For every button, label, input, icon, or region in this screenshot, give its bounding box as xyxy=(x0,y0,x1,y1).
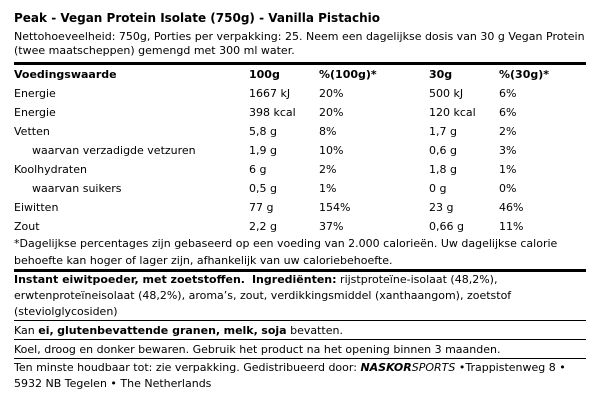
divider xyxy=(14,358,586,359)
allergen-egg: ei, xyxy=(38,324,54,337)
pct-30g: 3% xyxy=(499,144,517,157)
value-100g: 2,2 g xyxy=(249,220,277,233)
table-row xyxy=(14,141,586,160)
footer-address: •Trappistenweg 8 • xyxy=(458,361,566,374)
footer-line-2: 5932 NB Tegelen • The Netherlands xyxy=(14,377,212,390)
pct-100g: 20% xyxy=(319,87,344,100)
header-pct-100g: %(100g)* xyxy=(319,68,377,81)
pct-100g: 20% xyxy=(319,106,344,119)
nutrition-table xyxy=(14,65,586,235)
footer-text: Ten minste houdbaar tot: zie verpakking. Gedistribueerd door: xyxy=(14,361,357,374)
allergen-gluten: glutenbevattende granen, xyxy=(57,324,221,337)
divider xyxy=(14,339,586,340)
row-label: Eiwitten xyxy=(14,201,59,214)
product-description: Instant eiwitpoeder, met zoetstoffen. xyxy=(14,273,245,286)
table-row xyxy=(14,160,586,179)
pct-100g: 154% xyxy=(319,201,351,214)
product-title: Peak - Vegan Protein Isolate (750g) - Vanilla Pistachio xyxy=(14,11,381,25)
value-30g: 0 g xyxy=(429,182,447,195)
pct-100g: 8% xyxy=(319,125,337,138)
value-30g: 1,7 g xyxy=(429,125,457,138)
value-100g: 1,9 g xyxy=(249,144,277,157)
pct-100g: 1% xyxy=(319,182,337,195)
pct-30g: 2% xyxy=(499,125,517,138)
value-100g: 6 g xyxy=(249,163,267,176)
value-100g: 5,8 g xyxy=(249,125,277,138)
pct-30g: 1% xyxy=(499,163,517,176)
pct-30g: 46% xyxy=(499,201,524,214)
pct-100g: 10% xyxy=(319,144,344,157)
ingredients-label: Ingrediënten: xyxy=(251,273,337,286)
value-100g: 0,5 g xyxy=(249,182,277,195)
pct-30g: 6% xyxy=(499,87,517,100)
pct-30g: 6% xyxy=(499,106,517,119)
table-row xyxy=(14,198,586,217)
intro-text: Nettohoeveelheid: 750g, Porties per verpakking: 25. Neem een dagelijkse dosis van 30 g Vegan Protein (twee maatscheppen) gemengd met 300 ml water. xyxy=(14,30,585,57)
table-row xyxy=(14,122,586,141)
pct-100g: 37% xyxy=(319,220,344,233)
table-row xyxy=(14,84,586,103)
value-30g: 120 kcal xyxy=(429,106,476,119)
value-100g: 1667 kJ xyxy=(249,87,291,100)
footer-line-1 xyxy=(14,360,586,376)
footer-distributor xyxy=(14,360,586,392)
value-30g: 0,66 g xyxy=(429,220,464,233)
value-30g: 0,6 g xyxy=(429,144,457,157)
row-label: Vetten xyxy=(14,125,50,138)
ingredients-list: rijstproteïne-isolaat (48,2%), erwtenproteïneisolaat (48,2%), aroma’s, zout, verdikkingsmiddel (xanthaangom), zoetstof (steviolglycosiden) xyxy=(14,273,512,318)
brand-name-bold: NASKOR xyxy=(360,361,412,374)
header-100g: 100g xyxy=(249,68,280,81)
allergen-suffix: bevatten. xyxy=(290,324,343,337)
storage-instructions: Koel, droog en donker bewaren. Gebruik het product na het opening binnen 3 maanden. xyxy=(14,343,501,356)
value-30g: 23 g xyxy=(429,201,454,214)
table-row xyxy=(14,217,586,236)
row-label: waarvan verzadigde vetzuren xyxy=(32,144,196,157)
row-label: Energie xyxy=(14,87,56,100)
row-label: waarvan suikers xyxy=(32,182,122,195)
allergen-soy: soja xyxy=(261,324,287,337)
daily-value-note: *Dagelijkse percentages zijn gebaseerd op een voeding van 2.000 calorieën. Uw dagelijkse calorie behoefte kan hoger of lager zijn, afhankelijk van uw caloriebehoefte. xyxy=(14,237,558,267)
divider xyxy=(14,320,586,321)
value-100g: 398 kcal xyxy=(249,106,296,119)
row-label: Koolhydraten xyxy=(14,163,87,176)
table-header-row xyxy=(14,65,586,84)
row-label: Energie xyxy=(14,106,56,119)
row-label: Zout xyxy=(14,220,40,233)
table-row xyxy=(14,103,586,122)
header-pct-30g: %(30g)* xyxy=(499,68,550,81)
allergen-statement xyxy=(14,323,586,338)
header-30g: 30g xyxy=(429,68,453,81)
header-nutrient: Voedingswaarde xyxy=(14,68,117,81)
table-row xyxy=(14,179,586,198)
distributor-logo xyxy=(360,361,455,374)
brand-name-sports: SPORTS xyxy=(411,361,456,374)
allergen-prefix: Kan xyxy=(14,324,35,337)
pct-100g: 2% xyxy=(319,163,337,176)
allergen-milk: melk, xyxy=(223,324,258,337)
value-30g: 1,8 g xyxy=(429,163,457,176)
pct-30g: 11% xyxy=(499,220,524,233)
value-30g: 500 kJ xyxy=(429,87,464,100)
pct-30g: 0% xyxy=(499,182,517,195)
value-100g: 77 g xyxy=(249,201,274,214)
ingredients-block xyxy=(14,272,586,320)
